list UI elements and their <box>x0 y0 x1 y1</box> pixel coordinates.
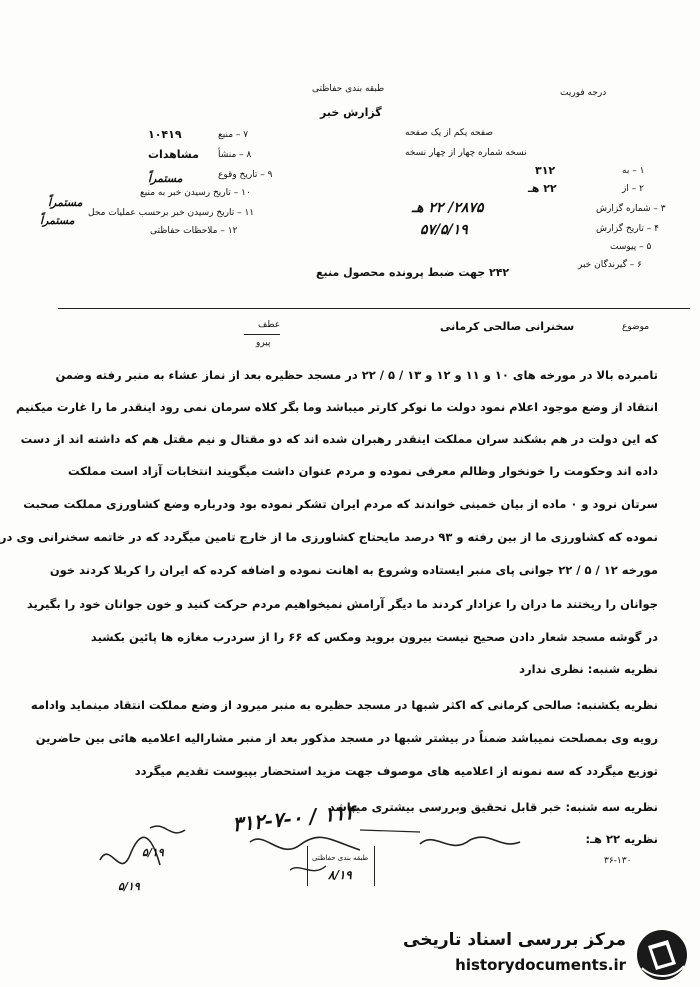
row9-label: ۹ – تاریخ وقوع <box>218 170 273 180</box>
row6-label: ۶ – گیرندگان خبر <box>578 260 643 270</box>
opinion-22h: نظریه ۲۲ هـ: <box>585 832 658 846</box>
copy-line: نسخه شماره چهار از چهار نسخه <box>405 148 527 158</box>
row9-value: مستمراً <box>148 172 183 185</box>
row8-value: مشاهدات <box>148 148 199 161</box>
row3-value: ۲۸۷۵/ ۲۲ هـ <box>412 200 484 216</box>
row8-label: ۸ – منشأ <box>218 150 252 160</box>
watermark-title: مرکز بررسی اسناد تاریخی <box>403 930 626 950</box>
margin-divider <box>244 334 280 335</box>
body-line-3: که این دولت در هم بشکند سران مملکت اینقدر رهبران شده اند که دو مقتال و نیم مقتل هم که داشته اند از دست <box>20 432 658 446</box>
body-line-2: انتقاد از وضع موجود اعلام نمود دولت ما نوکر کارتر میباشد وما بگر کلاه سرمان نمی رود اینقدر ما را غارت میکنیم <box>15 400 658 414</box>
watermark-url: historydocuments.ir <box>455 956 626 974</box>
page-line: صفحه یکم از یک صفحه <box>405 128 493 138</box>
stamp-left-edge <box>307 846 308 886</box>
row6-value: ۲۴۲ جهت ضبط پرونده محصول منبع <box>316 266 510 279</box>
row10-value: مستمراً <box>48 196 83 209</box>
opinion-saturday: نظریه شنبه: نظری ندارد <box>519 662 658 676</box>
row4-value: ۵۷/۵/۱۹ <box>420 222 468 238</box>
doc-code: ۳۶-۱۳۰ <box>604 856 632 866</box>
body-line-5: سرتان نرود و ۰ ماده از بیان خمینی خواندند که مردم ایران تشکر نموده بود ودرباره وضع کشاورزی مملکت صحبت <box>23 497 658 511</box>
opinion-sunday-3: توزیع میگردد که سه نمونه از اعلامیه های موصوف جهت مزید استحضار بپیوست تقدیم میگردد <box>134 764 658 778</box>
report-title: گزارش خبر <box>320 106 382 119</box>
body-line-6: نموده که کشاورزی ما از بین رفته و ۹۳ درصد مایحتاج کشاورزی ما از خارج تامین میگردد که در خاتمه سخنرانی وی در <box>0 530 658 544</box>
body-line-4: داده اند وحکومت را خونخوار وظالم معرفی نموده و مردم عنوان داشت میگویند انتخابات آزاد است مملکت <box>68 464 658 478</box>
handwritten-date-b: ۵/۱۹ <box>118 880 140 893</box>
opinion-sunday-1: نظریه یکشنبه: صالحی کرمانی که اکثر شبها در مسجد حظیره به منبر میرود از وضع مملکت انتقاد مینماید وادامه <box>30 698 658 712</box>
row11-value: مستمراً <box>40 214 75 227</box>
stamp-classification: طبقه بندی حفاظتی <box>312 854 369 862</box>
stamp-date: ۸/۱۹ <box>328 868 352 882</box>
watermark <box>396 928 696 984</box>
margin-follow: پیرو <box>256 338 271 348</box>
handwritten-date-a: ۵/۱۹ <box>142 846 164 859</box>
row11-label: ۱۱ – تاریخ رسیدن خبر برحسب عملیات محل <box>88 208 255 218</box>
row1-value: ۳۱۲ <box>535 164 556 177</box>
handwritten-signatures <box>90 800 690 910</box>
row2-label: ۲ – از <box>622 184 644 194</box>
body-line-9: در گوشه مسجد شعار دادن صحیح نیست بیرون بروید ومکس که ۶۶ را از سردرب مغازه ها پائین بکشید <box>90 630 658 644</box>
body-line-1: تامبرده بالا در مورخه های ۱۰ و ۱۱ و ۱۲ و ۱۳ / ۵ / ۲۲ در مسجد حظیره بعد از نماز عشاء به منبر رفته وضمن <box>55 368 658 382</box>
subject-value: سخنرانی صالحی کرمانی <box>440 320 575 333</box>
classification-label: طبقه بندی حفاظتی <box>312 84 385 94</box>
row4-label: ۴ – تاریخ گزارش <box>596 224 659 234</box>
row12-label: ۱۲ – ملاحظات حفاظتی <box>150 226 238 236</box>
opinion-tuesday: نظریه سه شنبه: خبر قابل تحقیق وبررسی بیشتری میباشد <box>328 800 658 814</box>
header-divider <box>58 308 690 309</box>
body-line-7: مورخه ۱۲ / ۵ / ۲۲ جوانی پای منبر ایستاده وشروع به اهانت نموده و اضافه کرده که ایران را کربلا کردند خون <box>49 563 658 577</box>
priority-label: درجه فوریت <box>560 88 607 98</box>
row10-label: ۱۰ – تاریخ رسیدن خبر به منبع <box>140 188 251 198</box>
row7-label: ۷ – منبع <box>218 130 249 140</box>
row7-value: ۱۰۴۱۹ <box>148 128 182 141</box>
row3-label: ۳ – شماره گزارش <box>596 204 666 214</box>
archive-logo-icon <box>634 928 690 982</box>
row1-label: ۱ – به <box>622 166 645 176</box>
row5-label: ۵ – پیوست <box>610 242 652 252</box>
margin-ref: عطف <box>258 320 281 330</box>
handwritten-ref-number: ۳۱۲-۷-۰ / ۱۱۴ <box>231 799 357 837</box>
body-line-8: جوانان را ریختند ما دران را عزادار کردند ما دیگر آرامش نمیخواهیم مردم حرکت کنید و خون جوانان خود را بگیرید <box>26 597 658 611</box>
subject-label: موضوع <box>622 322 650 332</box>
row2-value: ۲۲ هـ <box>528 182 557 195</box>
opinion-sunday-2: رویه وی بمصلحت نمیباشد ضمناً در بیشتر شبها در مسجد مذکور بعد از منبر مشارالیه اعلامیه هائی بین حاضرین <box>35 731 658 745</box>
stamp-right-edge <box>374 846 375 886</box>
